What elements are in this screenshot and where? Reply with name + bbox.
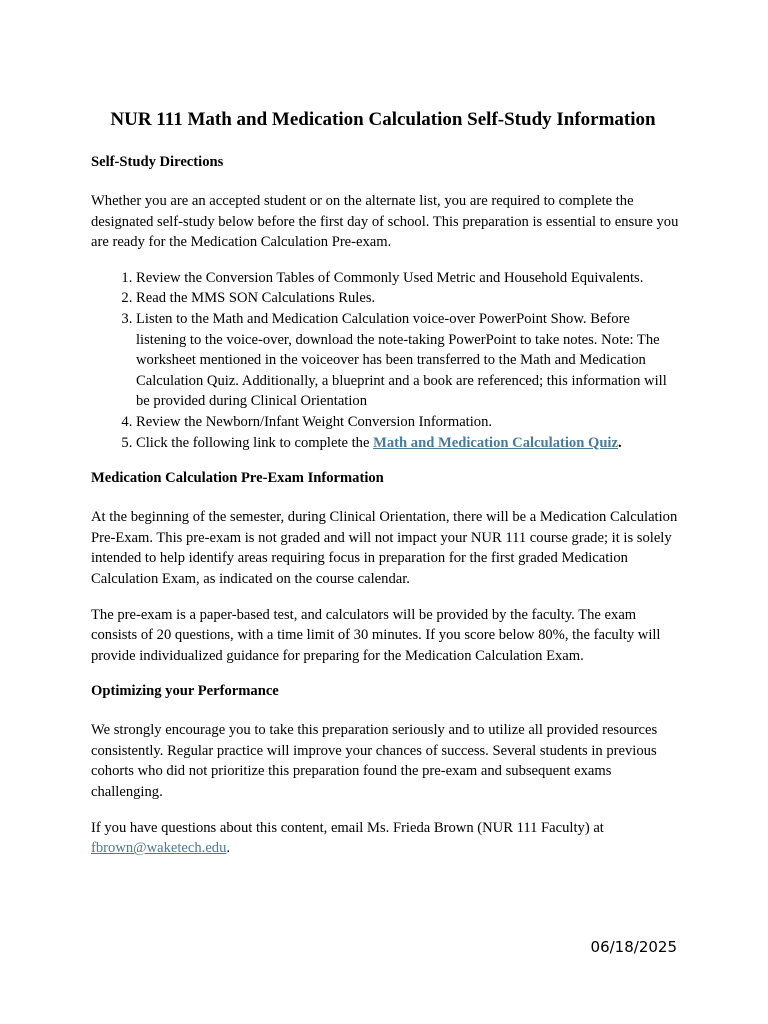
section-heading-directions: Self-Study Directions	[91, 154, 224, 170]
list-item: 1. Review the Conversion Tables of Commonly Used Metric and Household Equivalents.	[136, 268, 681, 289]
list-item: 2. Read the MMS SON Calculations Rules.	[136, 288, 681, 309]
performance-paragraph: We strongly encourage you to take this preparation seriously and to utilize all provided resources consistently. Regular practice will improve your chances of success. Several students in previous cohorts who did not prioritize this preparation found the pre-exam and subsequent exams challenging.	[91, 722, 658, 801]
section-heading-performance: Optimizing your Performance	[91, 683, 279, 700]
quiz-link[interactable]: Math and Medication Calculation Quiz	[373, 434, 618, 451]
page-title: NUR 111 Math and Medication Calculation Self-Study Information	[110, 109, 656, 130]
section-heading-preexam: Medication Calculation Pre-Exam Information	[91, 470, 384, 487]
list-item	[136, 433, 681, 454]
preexam-paragraph-1: At the beginning of the semester, during Clinical Orientation, there will be a Medication Calculation Pre-Exam. This pre-exam is not graded and will not impact your NUR 111 course grade; it is solely intended to help identify areas requiring focus in preparation for the first graded Medication Calculation Exam, as indicated on the course calendar.	[91, 509, 678, 587]
contact-prefix: If you have questions about this content, email Ms. Frieda Brown (NUR 111 Faculty) at	[91, 819, 604, 836]
steps-list	[91, 268, 681, 453]
list-item: 4. Review the Newborn/Infant Weight Conversion Information.	[136, 412, 681, 433]
footer-date: 06/18/2025	[590, 938, 677, 956]
contact-paragraph	[91, 818, 681, 859]
email-link[interactable]: fbrown@waketech.edu	[91, 840, 227, 857]
preexam-paragraph-2: The pre-exam is a paper-based test, and calculators will be provided by the faculty. The exam consists of 20 questions, with a time limit of 30 minutes. If you score below 80%, the faculty will provide individualized guidance for preparing for the Medication Calculation Exam.	[91, 606, 661, 664]
contact-suffix: .	[226, 840, 231, 857]
document-page	[91, 107, 681, 874]
directions-intro: Whether you are an accepted student or on the alternate list, you are required to complete the designated self-study below before the first day of school. This preparation is essential to ensure you are ready for the Medication Calculation Pre-exam.	[91, 193, 679, 251]
step5-prefix: Click the following link to complete the	[136, 434, 374, 451]
list-item: 3. Listen to the Math and Medication Calculation voice-over PowerPoint Show. Before listening to the voice-over, download the note-taking PowerPoint to take notes. Note: The worksheet mentioned in the voiceover has been transferred to the Math and Medication Calculation Quiz. Additionally, a blueprint and a book are referenced; this information will be provided during Clinical Orientation	[136, 309, 681, 412]
step5-suffix: .	[617, 434, 622, 451]
